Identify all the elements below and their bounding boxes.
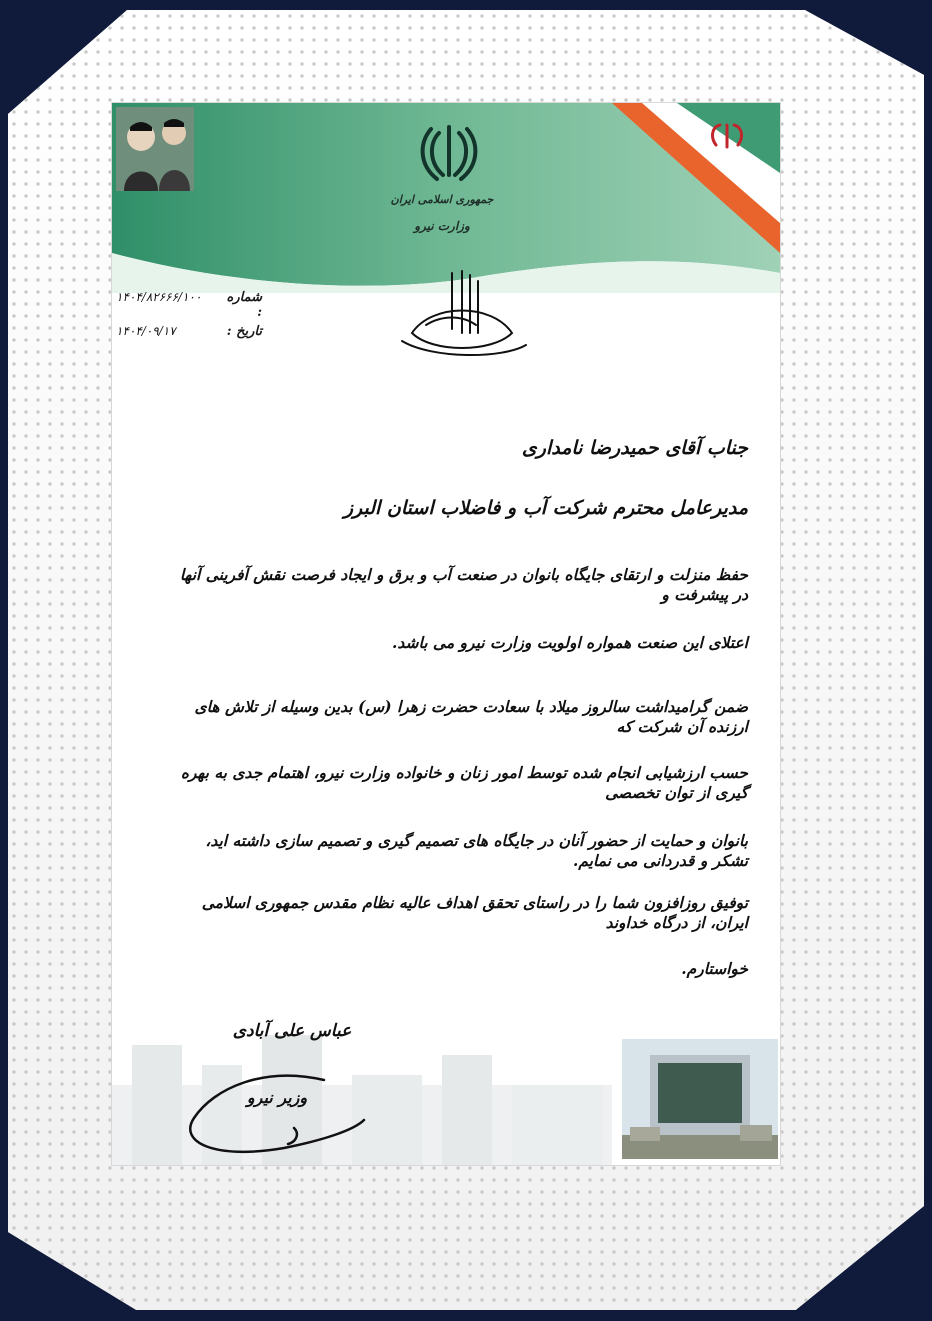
- recipient-title: مدیرعامل محترم شرکت آب و فاضلاب استان البرز: [343, 497, 748, 519]
- date-label: تاریخ :: [226, 324, 262, 339]
- signer-name: عباس علی آبادی: [232, 1021, 352, 1041]
- flag-emblem-icon: [706, 121, 748, 151]
- body-line-6: توفیق روزافزون شما را در راستای تحقق اهداف عالیه نظام مقدس جمهوری اسلامی ایران، از درگاه خداوند: [201, 893, 748, 932]
- date-value: ۱۴۰۴/۰۹/۱۷: [116, 324, 176, 338]
- body-line-1: حفظ منزلت و ارتقای جایگاه بانوان در صنعت آب و برق و ایجاد فرصت نقش آفرینی آنها در پیشرفت و: [179, 565, 748, 604]
- body-line-3: ضمن گرامیداشت سالروز میلاد با سعادت حضرت زهرا (س) بدین وسیله از تلاش های ارزنده آن شرکت که: [194, 697, 748, 736]
- basmala-calligraphy-icon: [392, 263, 532, 363]
- number-value: ۱۴۰۴/۸۲۶۶۶/۱۰۰: [116, 290, 202, 304]
- body-line-7: خواستارم.: [681, 959, 748, 978]
- iran-emblem-icon: [417, 121, 481, 183]
- signer-title: وزیر نیرو: [246, 1088, 308, 1107]
- signature-icon: [174, 1068, 374, 1158]
- body-line-2: اعتلای این صنعت همواره اولویت وزارت نیرو می باشد.: [391, 633, 748, 652]
- ministry-building-image: [622, 1039, 778, 1159]
- recipient-name: جناب آقای حمیدرضا نامداری: [521, 437, 748, 459]
- body-line-4: حسب ارزشیابی انجام شده توسط امور زنان و خانواده وزارت نیرو، اهتمام جدی به بهره گیری از توان تخصصی: [180, 763, 748, 802]
- portraits-image: [116, 107, 194, 191]
- body-line-5: بانوان و حمایت از حضور آنان در جایگاه های تصمیم گیری و تصمیم سازی داشته اید، تشکر و قدردانی می نمایم.: [205, 831, 748, 870]
- header-country: جمهوری اسلامی ایران: [390, 193, 494, 206]
- certificate-paper: [112, 103, 780, 1165]
- number-label: شماره :: [226, 290, 262, 320]
- header-ministry: وزارت نیرو: [414, 219, 470, 233]
